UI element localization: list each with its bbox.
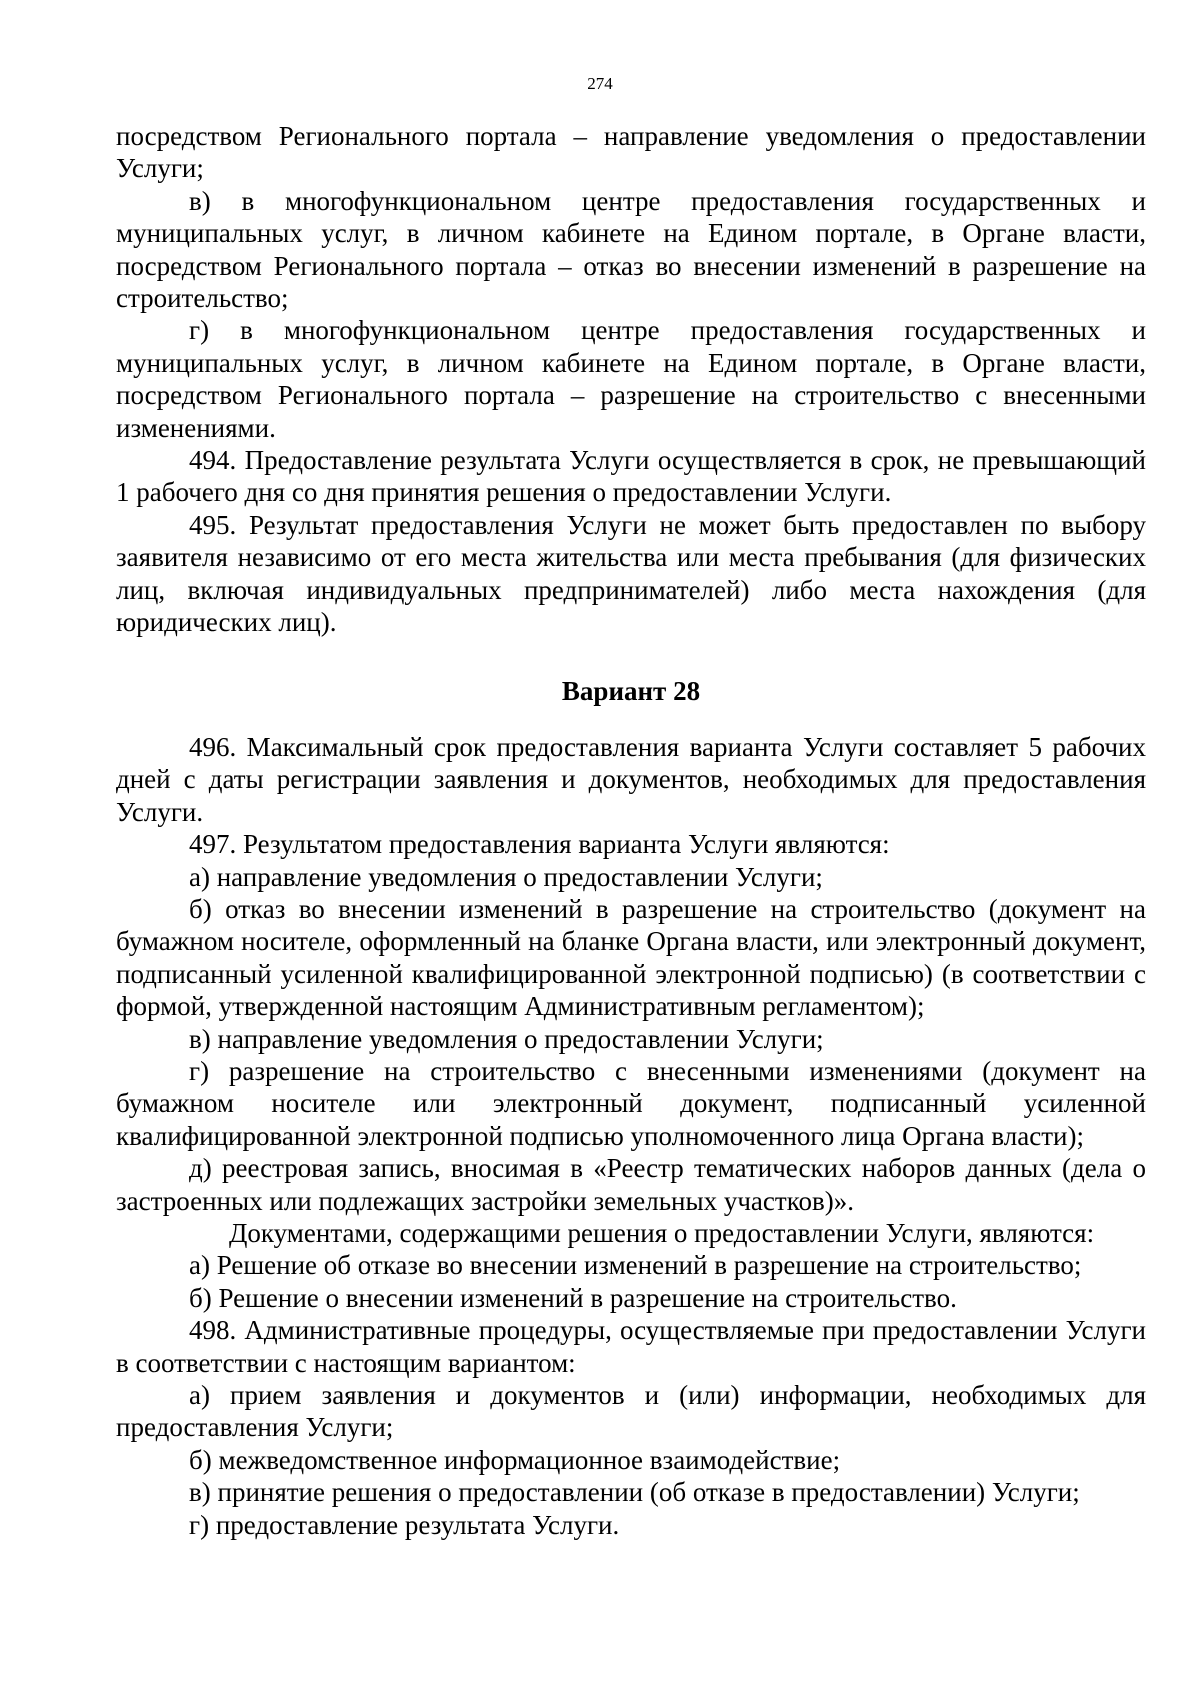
list-item: г) разрешение на строительство с внесенными изменениями (документ на бумажном носителе или электронный документ, подписанный усиленной квалифицированной электронной подписью уполномоченного лица Органа власти); <box>116 1055 1146 1151</box>
list-item: в) направление уведомления о предоставлении Услуги; <box>189 1023 824 1054</box>
paragraph: в) в многофункциональном центре предоставления государственных и муниципальных услуг, в личном кабинете на Едином портале, в Органе власти, посредством Регионального портала – отказ во внесении изменений в разрешение на строительство; <box>116 185 1146 314</box>
list-item: г) предоставление результата Услуги. <box>189 1509 620 1540</box>
paragraph: Документами, содержащими решения о предоставлении Услуги, являются: <box>229 1218 1095 1248</box>
paragraphs-after-heading <box>116 731 1146 1541</box>
list-item: б) Решение о внесении изменений в разрешение на строительство. <box>189 1282 957 1313</box>
paragraph: г) в многофункциональном центре предоставления государственных и муниципальных услуг, в личном кабинете на Едином портале, в Органе власти, посредством Регионального портала – разрешение на строительство с внесенными изменениями. <box>116 315 1146 443</box>
paragraph: 498. Административные процедуры, осуществляемые при предоставлении Услуги в соответствии с настоящим вариантом: <box>116 1315 1146 1378</box>
paragraph: 494. Предоставление результата Услуги осуществляется в срок, не превышающий 1 рабочего дня со дня принятия решения о предоставлении Услуги. <box>116 445 1146 508</box>
paragraphs-before-heading <box>116 120 1146 639</box>
list-item: д) реестровая запись, вносимая в «Реестр тематических наборов данных (дела о застроенных или подлежащих застройки земельных участков)». <box>116 1153 1146 1216</box>
paragraph: 495. Результат предоставления Услуги не может быть предоставлен по выбору заявителя независимо от его места жительства или места пребывания (для физических лиц, включая индивидуальных предпринимателей) либо места нахождения (для юридических лиц). <box>116 509 1146 638</box>
list-item: а) Решение об отказе во внесении изменений в разрешение на строительство; <box>189 1250 1082 1281</box>
list-item: а) прием заявления и документов и (или) информации, необходимых для предоставления Услуги; <box>116 1380 1146 1443</box>
document-body <box>116 120 1146 1541</box>
paragraph: 497. Результатом предоставления варианта Услуги являются: <box>189 829 890 860</box>
list-item: б) отказ во внесении изменений в разрешение на строительство (документ на бумажном носителе, оформленный на бланке Органа власти, или электронный документ, подписанный усиленной квалифицированной электронной подписью) (в соответствии с формой, утвержденной настоящим Административным регламентом); <box>116 893 1146 1022</box>
list-item: а) направление уведомления о предоставлении Услуги; <box>189 861 823 892</box>
paragraph: 496. Максимальный срок предоставления варианта Услуги составляет 5 рабочих дней с даты регистрации заявления и документов, необходимых для предоставления Услуги. <box>116 731 1146 827</box>
list-item: в) принятие решения о предоставлении (об отказе в предоставлении) Услуги; <box>189 1477 1080 1508</box>
paragraph: посредством Регионального портала – направление уведомления о предоставлении Услуги; <box>116 121 1146 184</box>
page-number: 274 <box>587 74 613 93</box>
list-item: б) межведомственное информационное взаимодействие; <box>189 1444 841 1475</box>
section-heading: Вариант 28 <box>561 675 701 706</box>
